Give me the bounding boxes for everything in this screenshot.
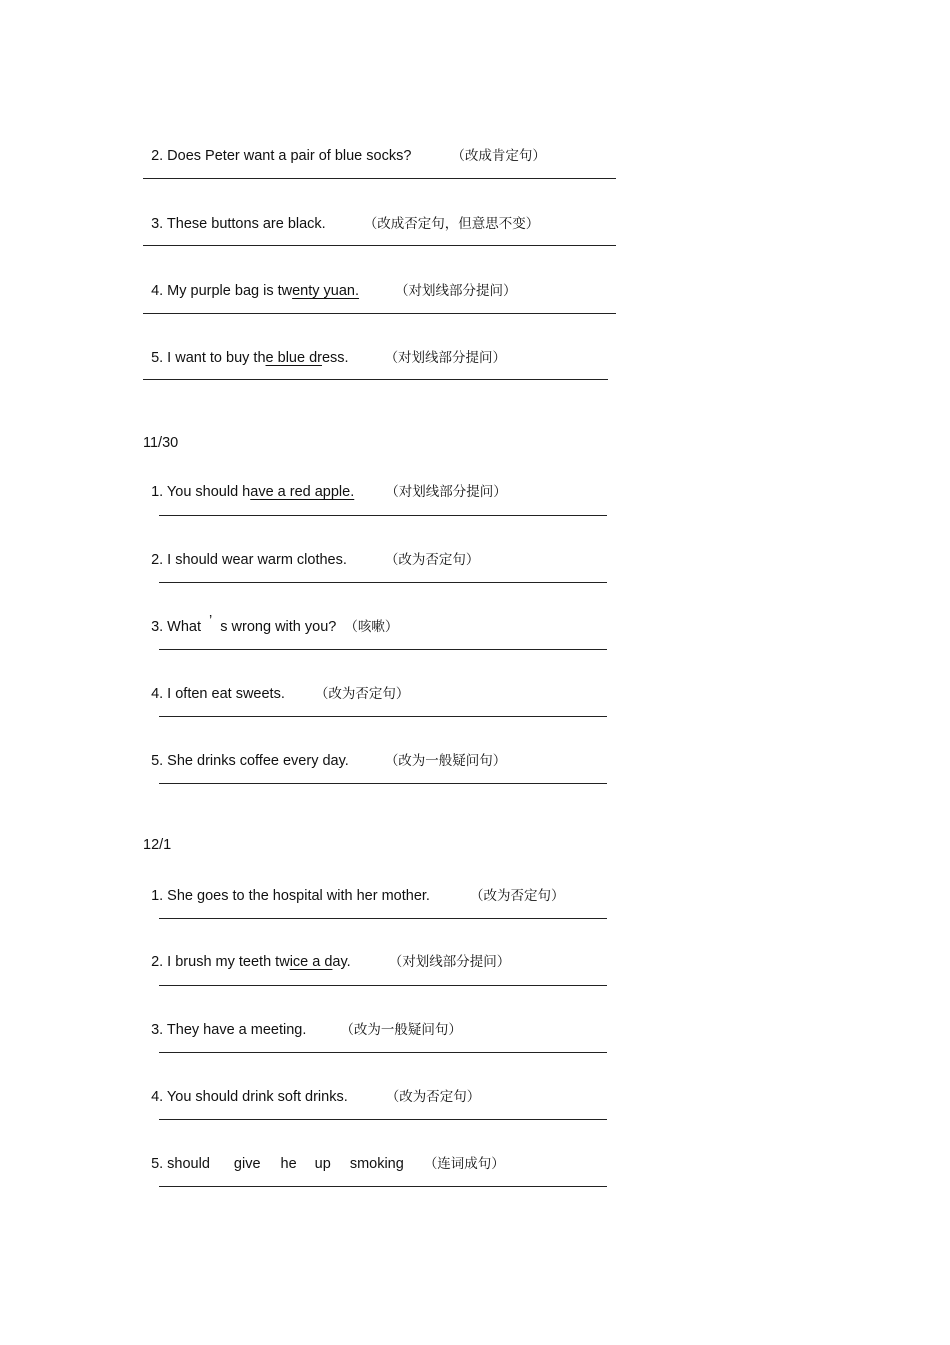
question-text: 3. These buttons are black. <box>151 216 326 232</box>
instruction-note: （对划线部分提问） <box>395 283 517 299</box>
section-date: 11/30 <box>143 435 179 451</box>
answer-line[interactable] <box>159 582 607 583</box>
underlined-text: enty yuan. <box>292 283 360 299</box>
question-5 <box>143 331 506 367</box>
question-text: 5. She drinks coffee every day. <box>151 753 349 769</box>
question-text: 5. I want to buy th <box>151 350 266 366</box>
instruction-note: （改为否定句） <box>469 888 565 904</box>
instruction-note: （改为否定句） <box>314 686 410 702</box>
word: 5. should <box>151 1156 210 1172</box>
question-text-end: ay. <box>332 954 351 970</box>
question-1 <box>143 465 507 501</box>
question-text: 1. You should h <box>151 484 251 500</box>
word: up <box>314 1156 331 1172</box>
question-4 <box>143 264 517 300</box>
question-text-end: ess. <box>321 350 349 366</box>
question-text: 2. Does Peter want a pair of blue socks? <box>151 148 412 164</box>
instruction-note: （改成否定句，但意思不变） <box>363 216 540 232</box>
instruction-note: （改为否定句） <box>385 1089 481 1105</box>
answer-line[interactable] <box>143 178 616 179</box>
question-3 <box>143 197 539 233</box>
answer-line[interactable] <box>159 1186 607 1187</box>
question-1 <box>143 869 564 905</box>
instruction-note: （对划线部分提问） <box>384 350 507 366</box>
instruction-note: （连词成句） <box>423 1156 505 1172</box>
answer-line[interactable] <box>159 1119 607 1120</box>
question-5 <box>143 734 506 770</box>
question-3 <box>143 600 398 636</box>
answer-line[interactable] <box>159 985 607 986</box>
instruction-note: （改为一般疑问句） <box>384 753 507 769</box>
answer-line[interactable] <box>159 515 607 516</box>
question-text: 3. What <box>151 619 202 635</box>
question-2 <box>143 935 510 971</box>
answer-line[interactable] <box>159 649 607 650</box>
instruction-note: （改为一般疑问句） <box>340 1022 462 1038</box>
question-4 <box>143 667 409 703</box>
question-text: 4. You should drink soft drinks. <box>151 1089 348 1105</box>
answer-line[interactable] <box>159 783 607 784</box>
section-date: 12/1 <box>143 837 172 853</box>
word: smoking <box>349 1156 404 1172</box>
question-3 <box>143 1003 462 1039</box>
word: give <box>233 1156 261 1172</box>
instruction-note: （对划线部分提问） <box>388 954 511 970</box>
answer-line[interactable] <box>143 379 608 380</box>
answer-line[interactable] <box>143 245 616 246</box>
instruction-note: （咳嗽） <box>344 619 399 635</box>
instruction-note: （改成肯定句） <box>451 148 546 164</box>
answer-line[interactable] <box>159 1052 607 1053</box>
question-2 <box>143 533 479 569</box>
question-text: 1. She goes to the hospital with her mother. <box>151 888 430 904</box>
question-text: 2. I brush my teeth tw <box>151 954 290 970</box>
underlined-text: e blue dr <box>265 350 322 366</box>
apostrophe: ’ <box>209 613 213 629</box>
question-5 <box>143 1137 505 1173</box>
answer-line[interactable] <box>159 716 607 717</box>
question-2 <box>143 129 546 165</box>
question-text: 4. My purple bag is tw <box>151 283 293 299</box>
word: he <box>280 1156 297 1172</box>
answer-line[interactable] <box>159 918 607 919</box>
question-text: 2. I should wear warm clothes. <box>151 552 347 568</box>
question-text-end: s wrong with you? <box>220 619 337 635</box>
answer-line[interactable] <box>143 313 616 314</box>
question-text: 4. I often eat sweets. <box>151 686 285 702</box>
question-text: 3. They have a meeting. <box>151 1022 307 1038</box>
underlined-text: ave a red apple. <box>250 484 355 500</box>
underlined-text: ice a d <box>289 954 333 970</box>
question-4 <box>143 1070 480 1106</box>
instruction-note: （改为否定句） <box>384 552 480 568</box>
instruction-note: （对划线部分提问） <box>385 484 507 500</box>
